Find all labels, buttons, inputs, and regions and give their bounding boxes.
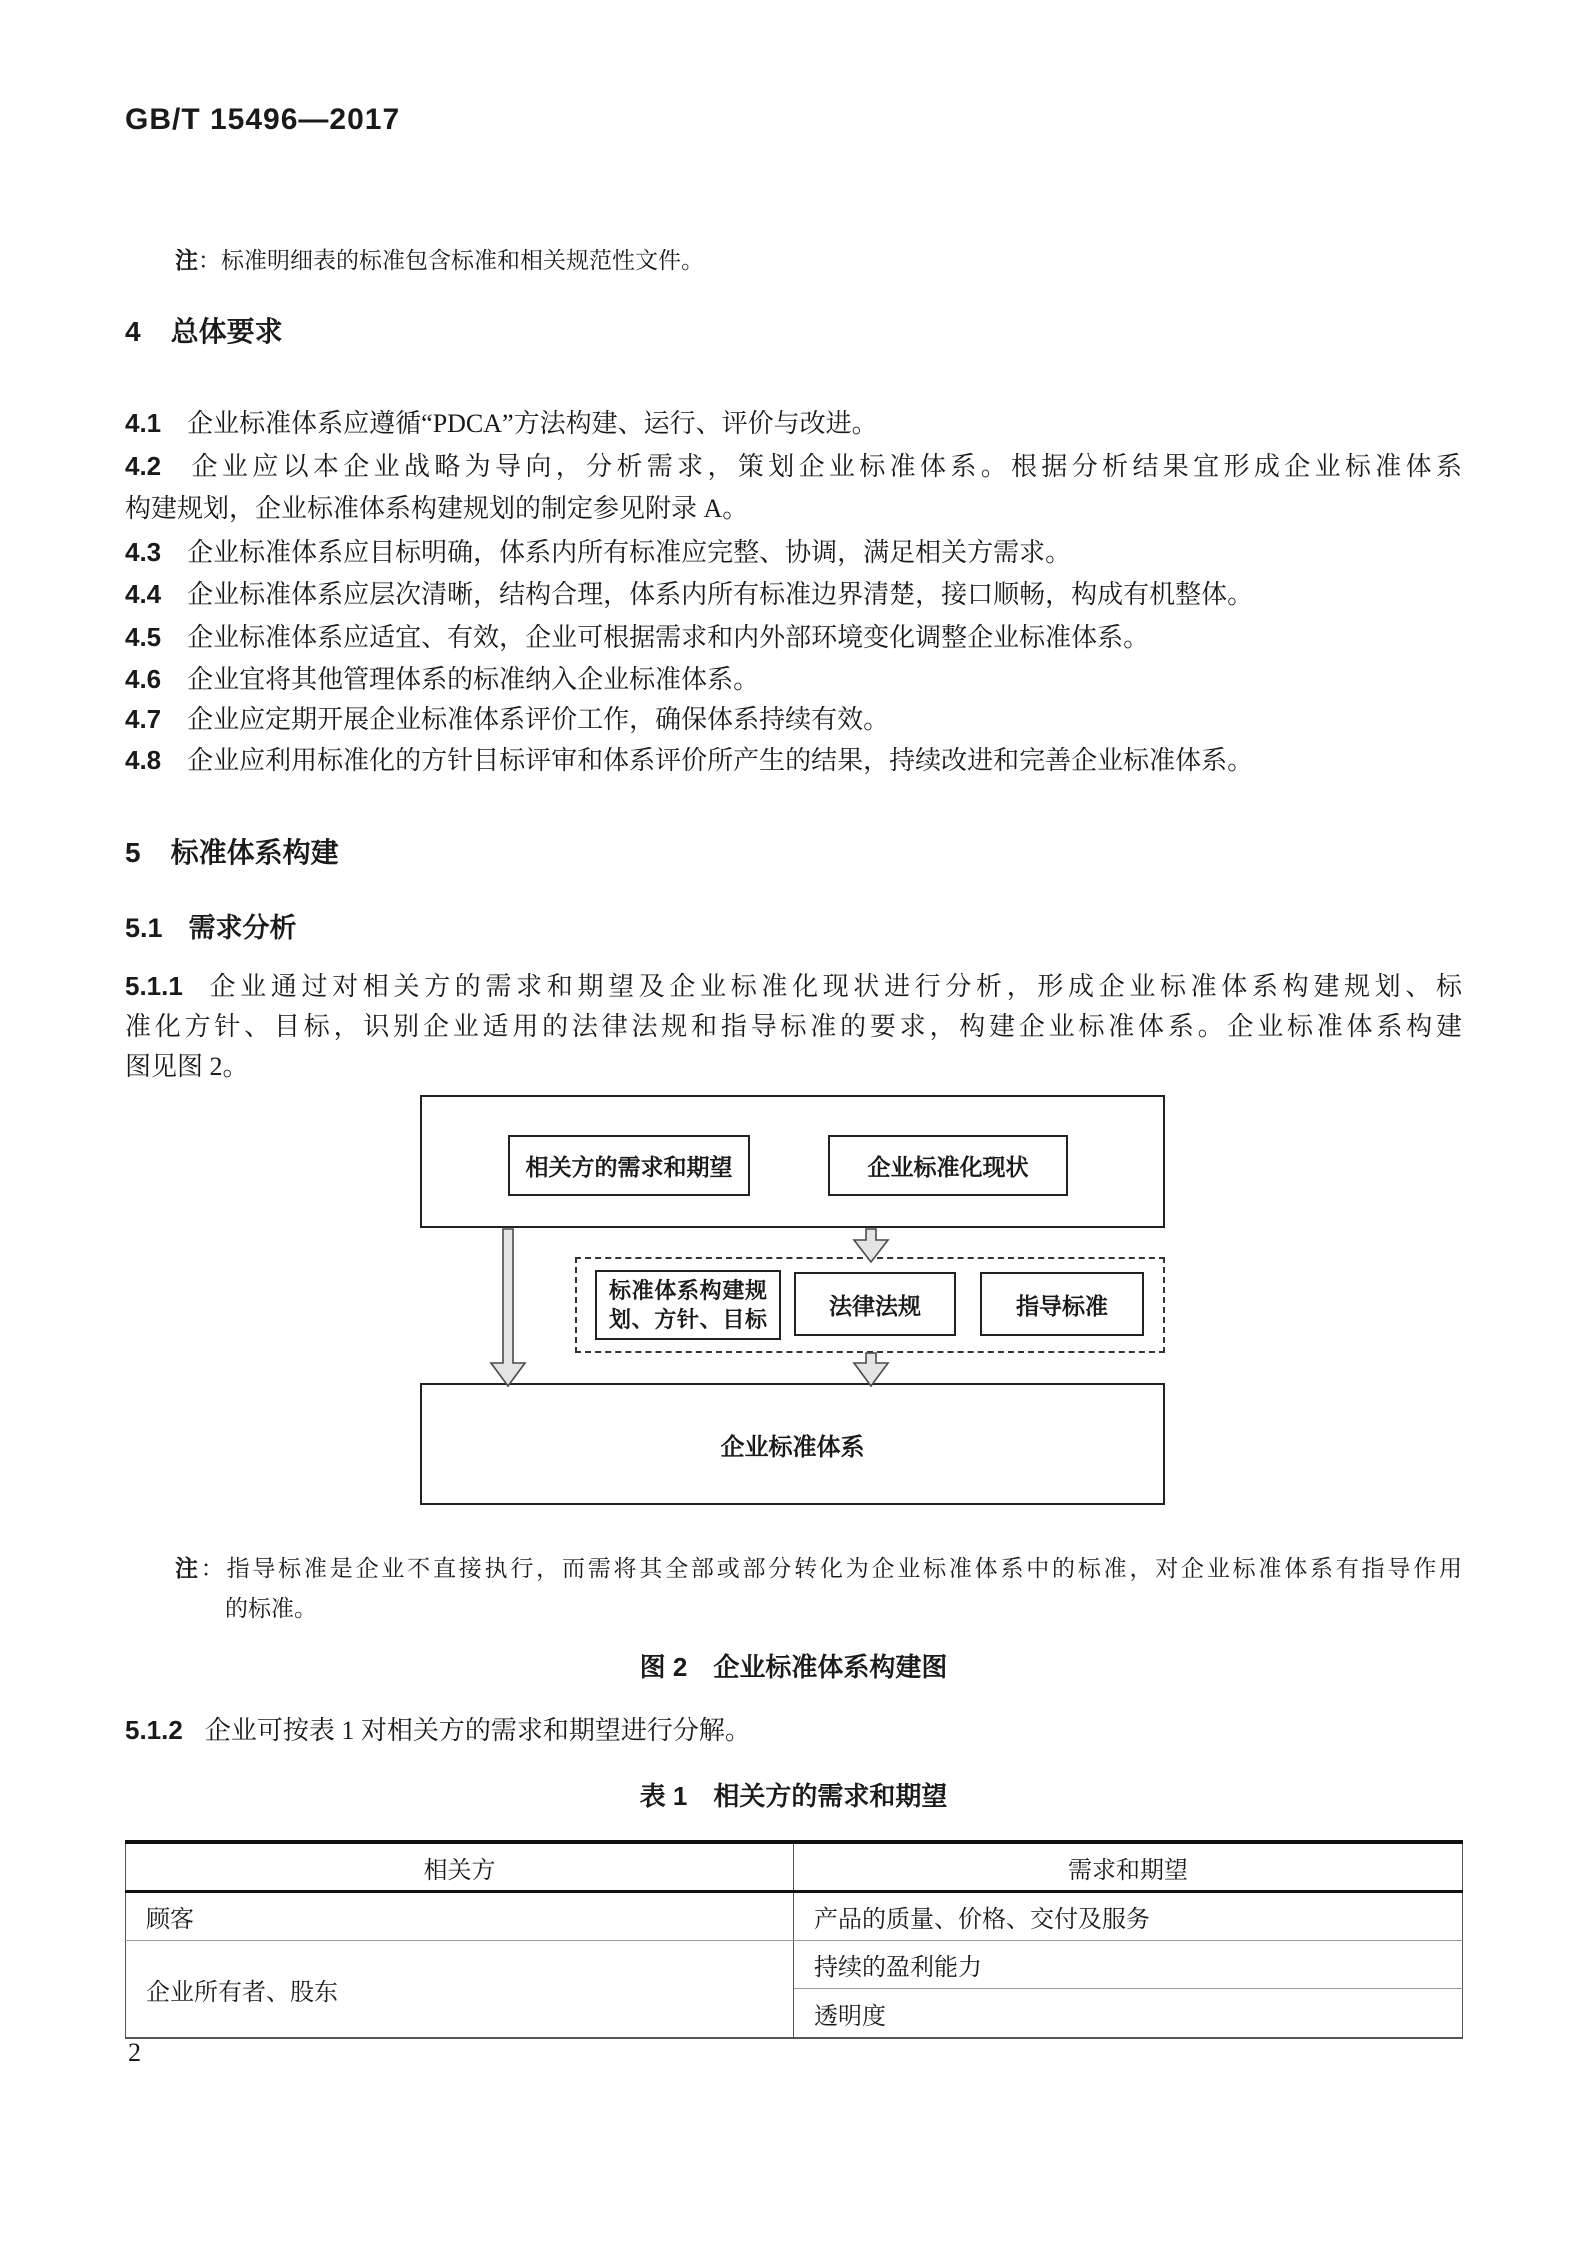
section-5-1-heading — [125, 906, 297, 945]
clause-number: 4.6 — [125, 664, 162, 694]
flow-arrows — [420, 1095, 1165, 1505]
header-cell-party: 相关方 — [126, 1842, 794, 1892]
clause-text: 企业可按表 1 对相关方的需求和期望进行分解。 — [204, 1716, 751, 1745]
clause-text: 企业通过对相关方的需求和期望及企业标准化现状进行分析，形成企业标准体系构建规划、标 — [204, 972, 1462, 1001]
clause-4-7 — [125, 698, 1462, 741]
cell-needs: 透明度 — [794, 1989, 1463, 2039]
clause-text: 企业应利用标准化的方针目标评审和体系评价所产生的结果，持续改进和完善企业标准体系。 — [187, 746, 1254, 775]
clause-4-2 — [125, 445, 1462, 530]
clause-text: 准化方针、目标，识别企业适用的法律法规和指导标准的要求，构建企业标准体系。企业标准体系构建 — [125, 1012, 1462, 1041]
section-number: 5.1 — [125, 913, 163, 943]
table-row — [126, 1892, 1463, 1941]
box-label: 划、方针、目标 — [609, 1307, 767, 1332]
header-cell-needs: 需求和期望 — [794, 1842, 1463, 1892]
box-label: 标准体系构建规 — [609, 1278, 767, 1303]
clause-text: 企业标准体系应层次清晰，结构合理，体系内所有标准边界清楚，接口顺畅，构成有机整体。 — [187, 580, 1254, 609]
box-label: 法律法规 — [829, 1292, 921, 1319]
clause-text: 企业标准体系应遵循“PDCA”方法构建、运行、评价与改进。 — [187, 409, 878, 438]
figure-2-note — [175, 1548, 1462, 1629]
box-label: 企业标准体系 — [720, 1433, 865, 1461]
table-row — [126, 1941, 1463, 1989]
cell-party: 顾客 — [126, 1892, 794, 1941]
clause-number: 4.4 — [125, 579, 162, 609]
section-5-heading — [125, 831, 339, 871]
clause-number: 5.1.2 — [125, 1715, 183, 1745]
clause-text: 企业宜将其他管理体系的标准纳入企业标准体系。 — [187, 665, 760, 694]
figure-label: 图 2 — [639, 1652, 688, 1682]
figure-2-caption — [125, 1647, 1462, 1684]
section-number: 4 — [125, 316, 141, 347]
cell-party: 企业所有者、股东 — [126, 1941, 794, 2039]
clause-text: 企业标准体系应适宜、有效，企业可根据需求和内外部环境变化调整企业标准体系。 — [187, 623, 1150, 652]
note-top — [175, 240, 1462, 281]
cell-needs: 产品的质量、价格、交付及服务 — [794, 1892, 1463, 1941]
stakeholder-needs-table — [125, 1840, 1463, 2039]
box-label: 企业标准化现状 — [867, 1154, 1029, 1180]
arrow-needs-to-system — [491, 1229, 525, 1386]
arrow-status-to-dashed — [854, 1229, 888, 1262]
clause-number: 4.8 — [125, 745, 162, 775]
table-title: 相关方的需求和期望 — [713, 1781, 948, 1811]
box-label: 指导标准 — [1016, 1292, 1108, 1319]
figure-title: 企业标准体系构建图 — [713, 1652, 948, 1682]
clause-text: 企业应以本企业战略为导向，分析需求，策划企业标准体系。根据分析结果宜形成企业标准体系 — [187, 452, 1462, 481]
section-title: 需求分析 — [188, 913, 297, 943]
note-text: ：指导标准是企业不直接执行，而需将其全部或部分转化为企业标准体系中的标准，对企业标准体系有指导作用 — [200, 1556, 1463, 1581]
note-label: 注 — [175, 247, 198, 273]
clause-4-3 — [125, 531, 1462, 574]
clause-4-1 — [125, 402, 1462, 445]
clause-number: 4.1 — [125, 408, 162, 438]
table-label: 表 1 — [639, 1781, 688, 1811]
clause-4-5 — [125, 616, 1462, 659]
section-title: 标准体系构建 — [170, 837, 339, 868]
clause-5-1-2 — [125, 1709, 1462, 1752]
clause-4-6 — [125, 658, 1462, 701]
page-number: 2 — [128, 2038, 141, 2067]
note-text: 的标准。 — [225, 1596, 317, 1621]
table-1 — [125, 1840, 1462, 2039]
clause-number: 5.1.1 — [125, 971, 183, 1001]
box-label: 相关方的需求和期望 — [525, 1154, 733, 1180]
clause-4-8 — [125, 739, 1462, 782]
clause-text: 企业应定期开展企业标准体系评价工作，确保体系持续有效。 — [187, 705, 890, 734]
clause-5-1-1 — [125, 966, 1462, 1087]
clause-text: 构建规划，企业标准体系构建规划的制定参见附录 A。 — [125, 494, 749, 523]
section-title: 总体要求 — [170, 316, 283, 347]
note-label: 注 — [175, 1555, 201, 1581]
clause-number: 4.7 — [125, 704, 162, 734]
clause-text: 图见图 2。 — [125, 1052, 249, 1081]
clause-number: 4.5 — [125, 622, 162, 652]
doc-code: GB/T 15496—2017 — [125, 103, 401, 136]
clause-4-4 — [125, 573, 1462, 616]
clause-number: 4.2 — [125, 451, 162, 481]
arrow-dashed-to-system — [854, 1353, 888, 1386]
figure-2-diagram — [420, 1095, 1165, 1505]
table-header-row — [126, 1842, 1463, 1892]
section-number: 5 — [125, 837, 141, 868]
table-1-caption — [125, 1776, 1462, 1813]
section-4-heading — [125, 310, 283, 350]
note-text: ：标准明细表的标准包含标准和相关规范性文件。 — [198, 248, 704, 273]
clause-number: 4.3 — [125, 537, 162, 567]
clause-text: 企业标准体系应目标明确，体系内所有标准应完整、协调，满足相关方需求。 — [187, 538, 1072, 567]
cell-needs: 持续的盈利能力 — [794, 1941, 1463, 1989]
